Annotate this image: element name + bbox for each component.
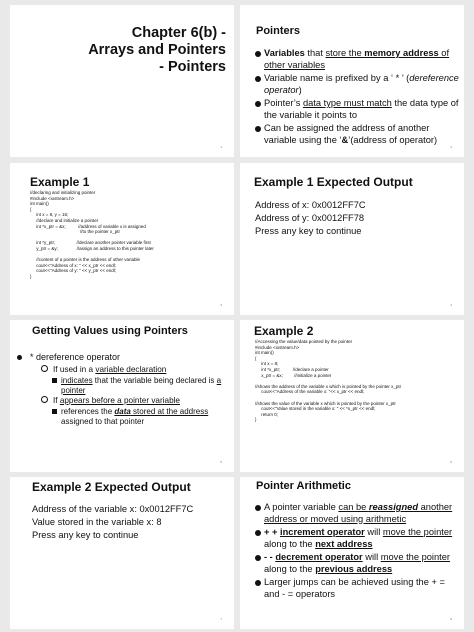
bullet-item: Can be assigned the address of another variable using the ‘&’(address of operator) — [255, 123, 460, 146]
circle-bullet-icon — [41, 365, 48, 372]
sub-sub-item: indicates that the variable being declared is a pointer — [41, 376, 231, 395]
chapter-title-line-2: Arrays and Pointers — [88, 42, 226, 58]
slide-title: Pointers — [256, 25, 301, 37]
sub-list — [41, 365, 231, 427]
bullet-item: + + increment operator will move the pointer along to the next address — [255, 527, 460, 550]
output-line: Address of y: 0x0012FF78 — [255, 213, 365, 223]
bullet-item: Variables that store the memory address of other variables — [255, 48, 460, 71]
chapter-title — [88, 25, 226, 76]
bullet-item: A pointer variable can be reassigned another address or moved using arithmetic — [255, 502, 460, 525]
bullet-item: * dereference operator — [30, 352, 121, 362]
output-text — [32, 503, 193, 542]
slide-title: Getting Values using Pointers — [32, 325, 188, 337]
slide-2 — [240, 5, 464, 157]
output-line: Value stored in the variable x: 8 — [32, 517, 162, 527]
square-bullet-icon — [52, 378, 57, 383]
bullet-list — [255, 48, 460, 148]
sub-item: If used in a variable declaration — [41, 365, 231, 375]
chapter-title-line-3: - Pointers — [159, 59, 226, 75]
page-number: 1 — [220, 145, 222, 149]
bullet-item: Pointer’s data type must match the data type of the variable it points to — [255, 98, 460, 121]
bullet-item: Variable name is prefixed by a ‘ * ’ (dereference operator) — [255, 73, 460, 96]
page-number: 5 — [220, 460, 222, 464]
bullet-list — [255, 502, 460, 602]
slide-3 — [10, 163, 234, 315]
slide-title: Example 2 — [254, 324, 314, 338]
slide-title: Pointer Arithmetic — [256, 480, 351, 492]
slide-4 — [240, 163, 464, 315]
bullet-item: Larger jumps can be achieved using the + = and - = operators — [255, 577, 460, 600]
sub-sub-item: references the data stored at the address assigned to that pointer — [41, 407, 231, 426]
slide-8 — [240, 477, 464, 629]
output-text — [255, 199, 366, 238]
page-number: 8 — [450, 617, 452, 621]
chapter-title-line-1: Chapter 6(b) - — [131, 25, 226, 41]
slide-6 — [240, 320, 464, 472]
slide-title: Example 1 — [30, 175, 90, 189]
page-number: 2 — [450, 145, 452, 149]
code-listing: //declaring and initializing pointer #include <iostream.h> int main() { int x = 8, y = 16; //declare and initialize a pointer int *x_ptr = &x; //address of variable x is assigned //to the pointer x_ptr int *y_ptr; //declare another pointer variable first y_ptr = &y; //assign an address to this pointer later //content of a pointer is the address of other variable cout<<"Address of x: " << x_ptr << endl; cout<<"Address of y: " << y_ptr << endl; } — [30, 190, 154, 279]
output-line: Press any key to continue — [32, 530, 139, 540]
square-bullet-icon — [52, 409, 57, 414]
circle-bullet-icon — [41, 396, 48, 403]
slide-title: Example 2 Expected Output — [32, 480, 191, 494]
code-listing: //Accessing the value/data pointed by the pointer #include <iostream.h> int main() { int x = 8; int *x_ptr; //declare a pointer x_ptr = &x; //initialize a pointer //shows the address of the variable x which is pointed by the pointer x_ptr cout<<"Address of the variable x: "<< x_ptr << endl; //shows the value of the variable x which is pointed by the pointer x_ptr cout<<"Value stored in the variable x: " << *x_ptr << endl; return 0; } — [255, 339, 402, 423]
output-line: Address of x: 0x0012FF7C — [255, 200, 366, 210]
slide-5 — [10, 320, 234, 472]
page-number: 4 — [450, 303, 452, 307]
output-line: Address of the variable x: 0x0012FF7C — [32, 504, 194, 514]
bullet-item: - - decrement operator will move the pointer along to the previous address — [255, 552, 460, 575]
output-line: Press any key to continue — [255, 226, 362, 236]
slide-title: Example 1 Expected Output — [254, 175, 413, 189]
slide-1 — [10, 5, 234, 157]
slide-7 — [10, 477, 234, 629]
sub-item: If appears before a pointer variable — [41, 396, 231, 406]
page-number: 3 — [220, 303, 222, 307]
page-number: 7 — [220, 617, 222, 621]
page-number: 6 — [450, 460, 452, 464]
